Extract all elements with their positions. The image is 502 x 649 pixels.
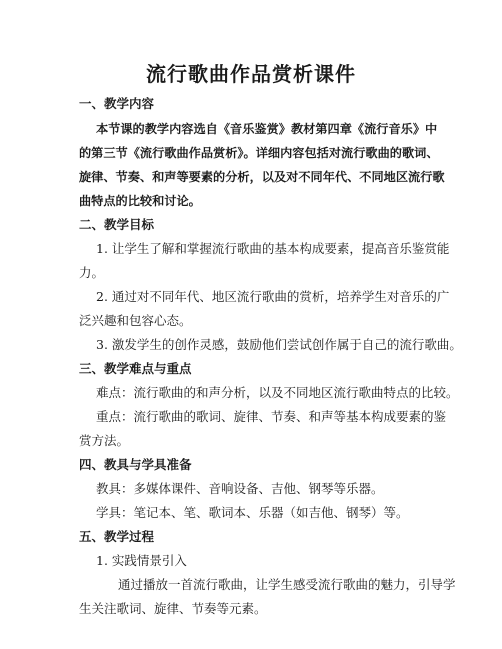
paragraph-line: 赏方法。	[79, 433, 130, 448]
paragraph-line: 1. 让学生了解和掌握流行歌曲的基本构成要素，提高音乐鉴赏能	[96, 241, 450, 256]
section-heading-key-points: 三、教学难点与重点	[79, 361, 192, 376]
paragraph-line: 1. 实践情景引入	[96, 553, 187, 568]
paragraph-line: 泛兴趣和包容心态。	[79, 313, 192, 328]
paragraph-line: 学具：笔记本、笔、歌词本、乐器（如吉他、钢琴）等。	[96, 505, 409, 520]
paragraph-line: 难点：流行歌曲的和声分析，以及不同地区流行歌曲特点的比较。	[96, 385, 459, 400]
paragraph-line: 教具：多媒体课件、音响设备、吉他、钢琴等乐器。	[96, 481, 384, 496]
paragraph-line: 重点：流行歌曲的歌词、旋律、节奏、和声等基本构成要素的鉴	[96, 409, 447, 424]
paragraph-line: 的第三节《流行歌曲作品赏析》。详细内容包括对流行歌曲的歌词、	[79, 146, 439, 160]
paragraph-line: 2. 通过对不同年代、地区流行歌曲的赏析，培养学生对音乐的广	[96, 289, 450, 304]
section-heading-materials: 四、教具与学具准备	[79, 457, 192, 472]
paragraph-line: 生关注歌词、旋律、节奏等元素。	[79, 601, 267, 616]
paragraph-line: 力。	[79, 265, 105, 280]
paragraph-line: 旋律、节奏、和声等要素的分析，以及对不同年代、不同地区流行歌	[79, 170, 445, 184]
section-heading-teaching-goals: 二、教学目标	[79, 217, 155, 232]
paragraph-line: 本节课的教学内容选自《音乐鉴赏》教材第四章《流行音乐》中	[96, 122, 438, 136]
paragraph-line: 3. 激发学生的创作灵感，鼓励他们尝试创作属于自己的流行歌曲。	[96, 337, 462, 352]
paragraph-line: 通过播放一首流行歌曲，让学生感受流行歌曲的魅力，引导学	[118, 577, 456, 592]
document-title: 流行歌曲作品赏析课件	[146, 62, 356, 86]
section-heading-process: 五、教学过程	[79, 529, 155, 544]
paragraph-line: 曲特点的比较和讨论。	[79, 194, 201, 208]
section-heading-teaching-content: 一、教学内容	[79, 96, 155, 111]
